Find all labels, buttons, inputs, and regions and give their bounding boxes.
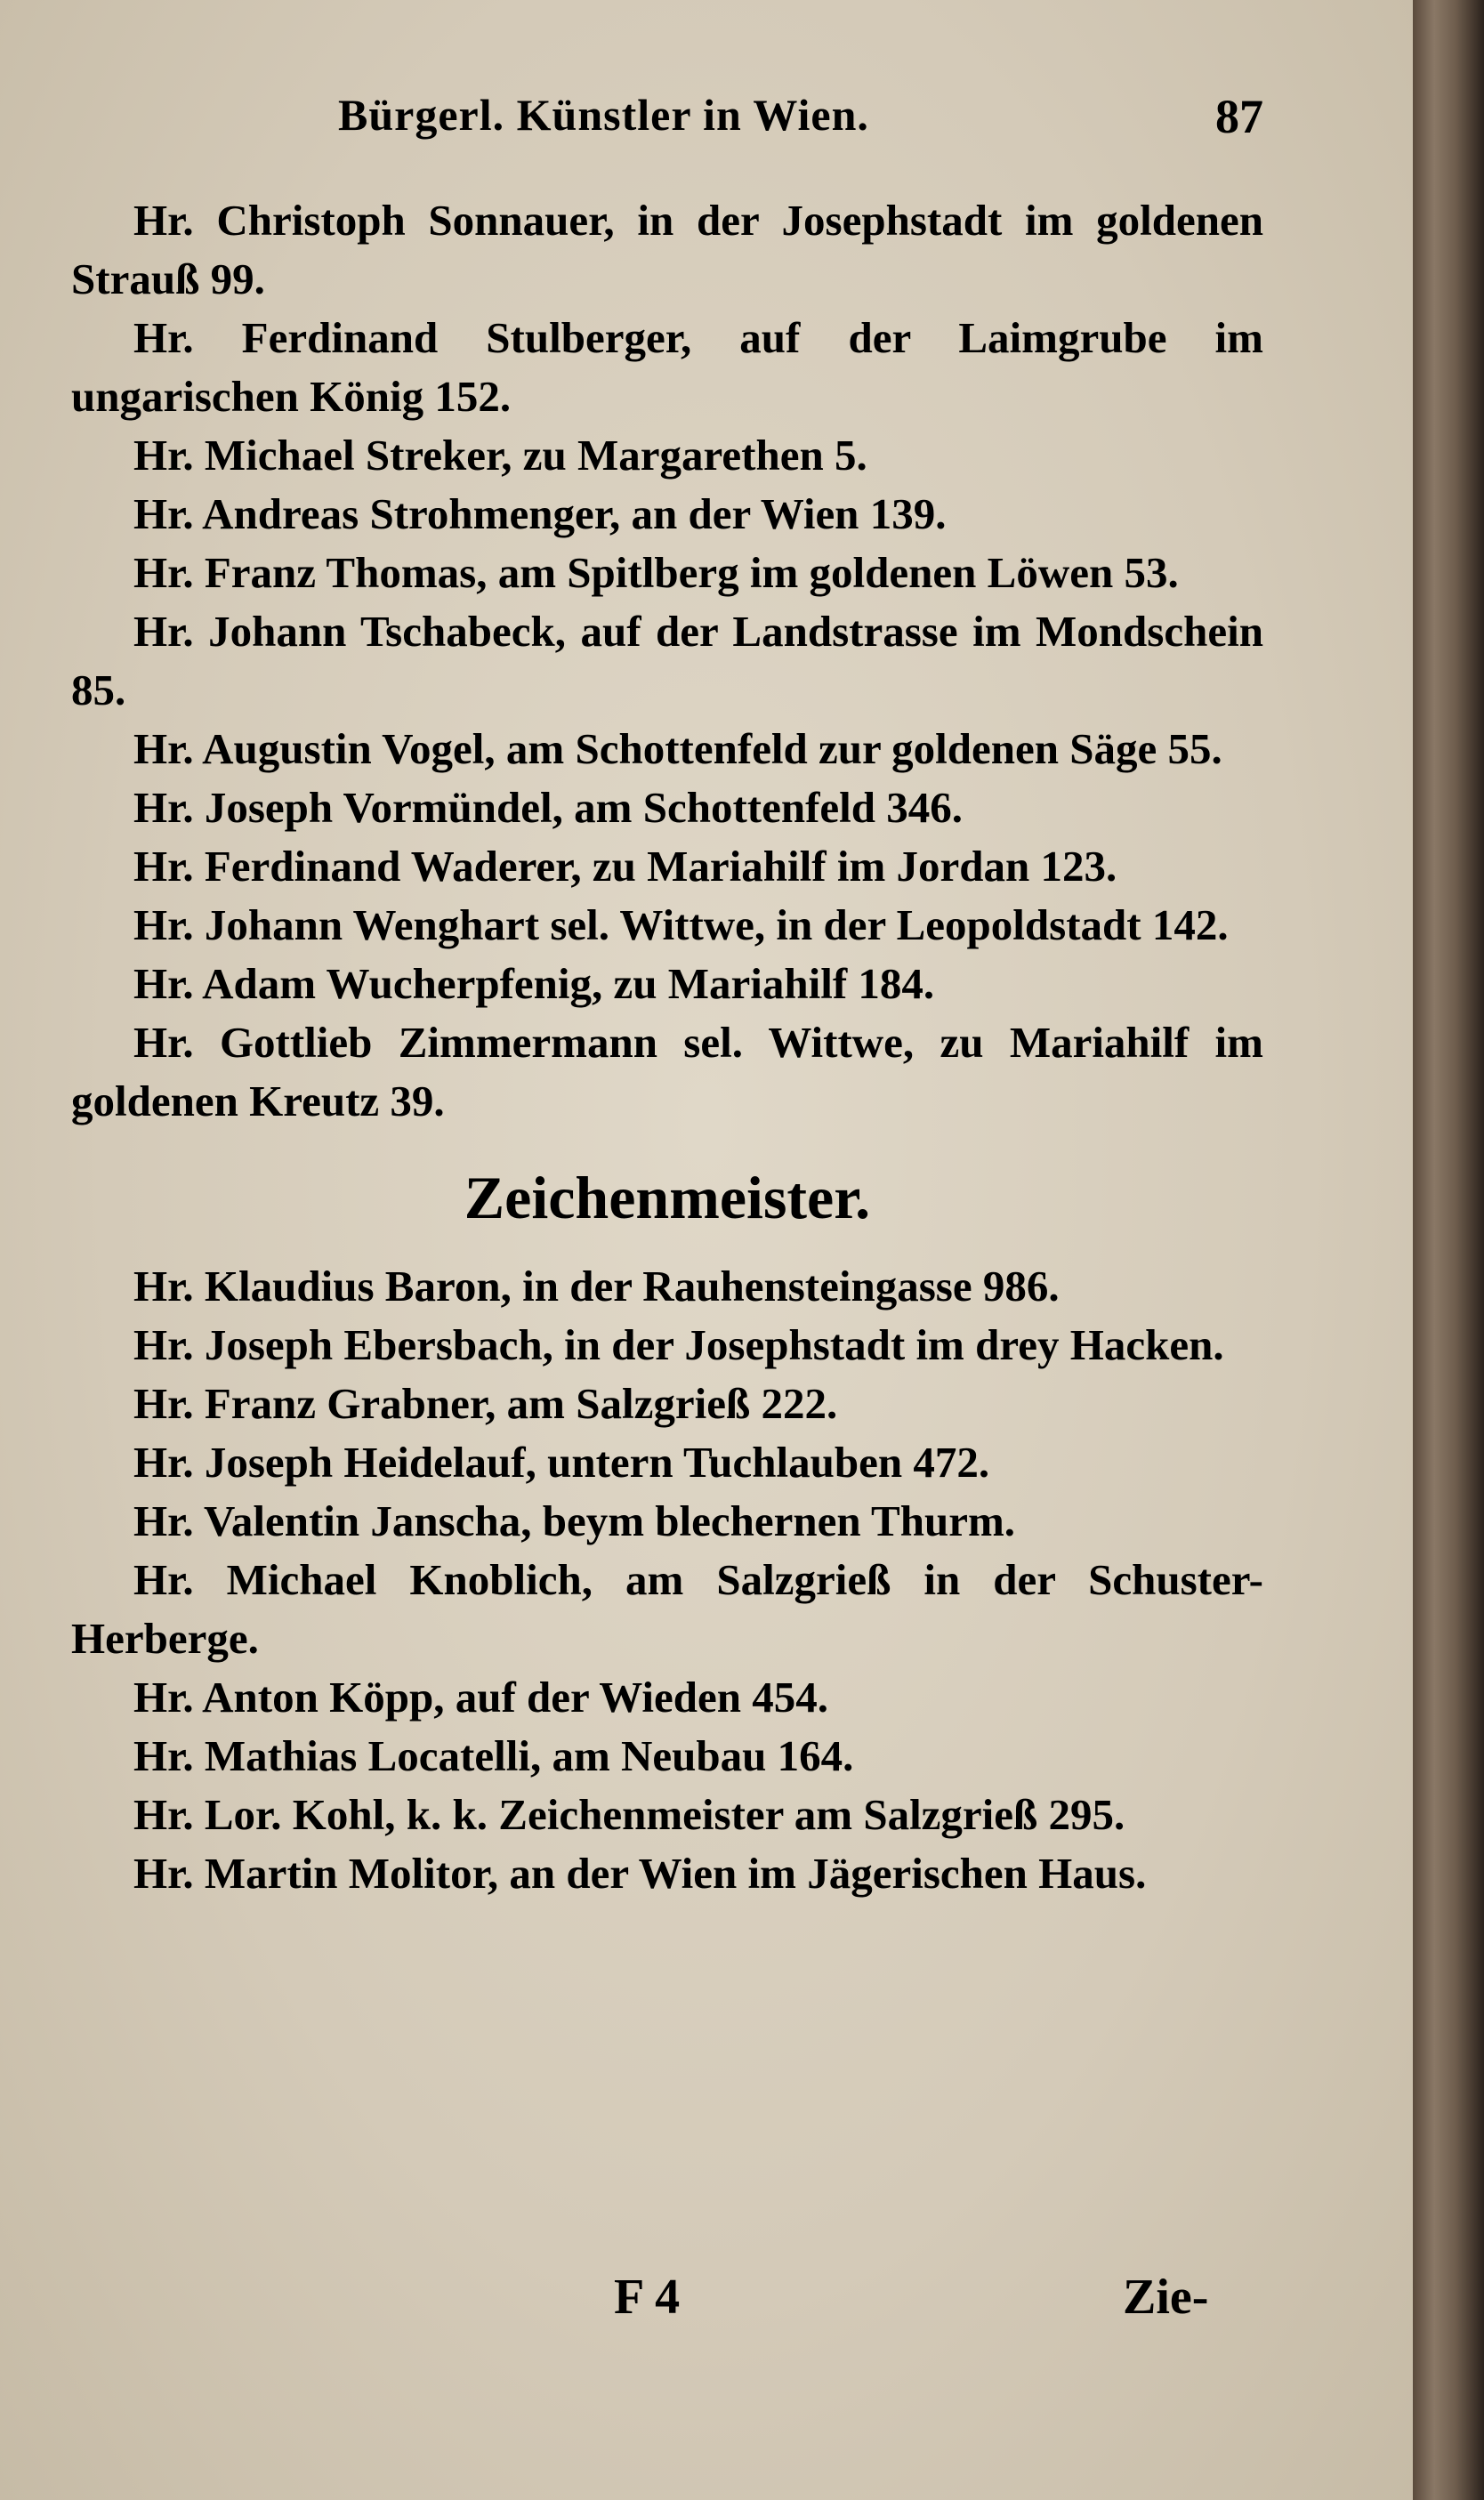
running-title: Bürgerl. Künstler in Wien.: [338, 90, 869, 140]
list-item: Hr. Johann Tschabeck, auf der Landstrasse im Mondschein 85.: [71, 607, 1263, 714]
list-item: Hr. Adam Wucherpfenig, zu Mariahilf 184.: [133, 959, 935, 1008]
list-item: Hr. Ferdinand Waderer, zu Mariahilf im Jordan 123.: [133, 842, 1117, 891]
page-body: [71, 191, 1263, 1903]
list-item: Hr. Christoph Sonnauer, in der Josephstadt im goldenen Strauß 99.: [71, 196, 1263, 303]
drawing-master-list: [71, 1257, 1263, 1903]
list-item: Hr. Franz Thomas, am Spitlberg im goldenen Löwen 53.: [133, 548, 1179, 597]
running-header: [338, 89, 1263, 160]
catchword: Zie-: [1123, 2270, 1209, 2325]
page-footer: [0, 2269, 1413, 2340]
list-item: Hr. Michael Streker, zu Margarethen 5.: [133, 431, 867, 480]
artist-list: [71, 191, 1263, 1131]
list-item: Hr. Joseph Vormündel, am Schottenfeld 346.: [133, 783, 964, 832]
list-item: Hr. Lor. Kohl, k. k. Zeichenmeister am Salzgrieß 295.: [133, 1790, 1125, 1839]
list-item: Hr. Michael Knoblich, am Salzgrieß in der Schuster-Herberge.: [71, 1555, 1263, 1663]
signature-mark: F 4: [614, 2270, 681, 2325]
list-item: Hr. Andreas Strohmenger, an der Wien 139.: [133, 489, 947, 538]
section-heading: Zeichenmeister.: [464, 1164, 871, 1231]
book-spine-edge: [1413, 0, 1484, 2500]
list-item: Hr. Anton Köpp, auf der Wieden 454.: [133, 1673, 829, 1722]
list-item: Hr. Johann Wenghart sel. Wittwe, in der Leopoldstadt 142.: [133, 900, 1229, 949]
list-item: Hr. Klaudius Baron, in der Rauhensteingasse 986.: [133, 1262, 1060, 1310]
list-item: Hr. Valentin Janscha, beym blechernen Thurm.: [133, 1496, 1016, 1545]
list-item: Hr. Joseph Heidelauf, untern Tuchlauben 472.: [133, 1438, 990, 1487]
list-item: Hr. Mathias Locatelli, am Neubau 164.: [133, 1731, 854, 1780]
list-item: Hr. Martin Molitor, an der Wien im Jägerischen Haus.: [133, 1849, 1147, 1898]
list-item: Hr. Joseph Ebersbach, in der Josephstadt im drey Hacken.: [133, 1320, 1224, 1369]
list-item: Hr. Augustin Vogel, am Schottenfeld zur goldenen Säge 55.: [133, 724, 1222, 773]
list-item: Hr. Franz Grabner, am Salzgrieß 222.: [133, 1379, 838, 1428]
list-item: Hr. Gottlieb Zimmermann sel. Wittwe, zu Mariahilf im goldenen Kreutz 39.: [71, 1018, 1263, 1125]
page-number: 87: [1215, 90, 1263, 143]
list-item: Hr. Ferdinand Stulberger, auf der Laimgrube im ungarischen König 152.: [71, 313, 1263, 421]
